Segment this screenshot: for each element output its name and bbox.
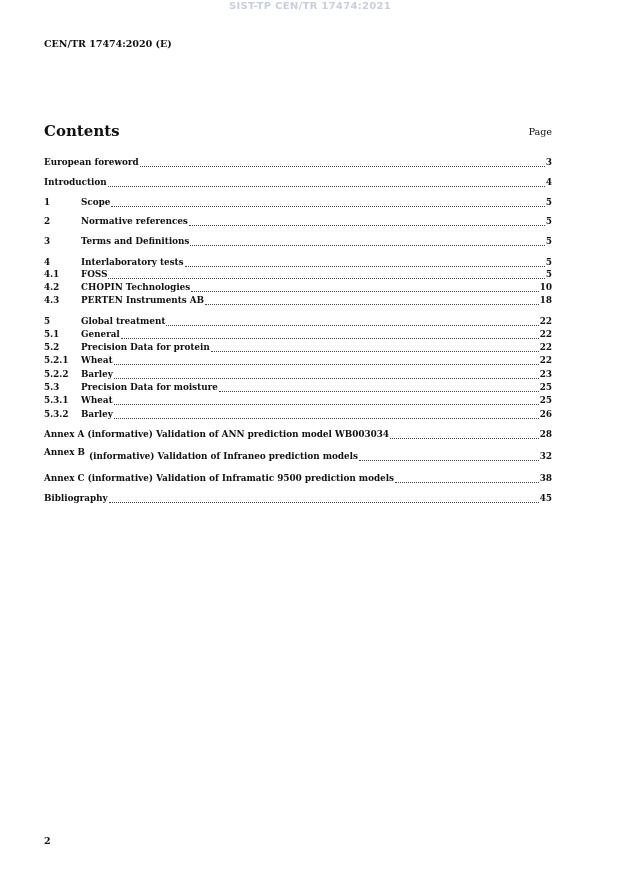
toc-entry-page: 45 [539, 494, 552, 504]
page-column-label: Page [528, 127, 552, 138]
toc-entry-foss[interactable] [44, 269, 552, 281]
toc-entry-precision-data-protein[interactable] [44, 342, 552, 354]
toc-leader [108, 278, 544, 279]
toc-leader [219, 391, 539, 392]
toc-entry-page: 18 [539, 296, 552, 306]
toc-entry-interlaboratory-tests[interactable] [44, 257, 552, 269]
toc-leader [191, 291, 539, 292]
toc-entry-number: 1 [44, 198, 51, 208]
toc-entry-number: 5.2.2 [44, 370, 69, 380]
toc-entry-number: 4 [44, 258, 51, 268]
toc-entry-number: 4.1 [44, 270, 60, 280]
toc-entry-title: Interlaboratory tests [81, 258, 184, 268]
toc-entry-introduction[interactable] [44, 177, 552, 189]
document-id: CEN/TR 17474:2020 (E) [44, 39, 172, 50]
toc-entry-annex-c[interactable] [44, 473, 552, 485]
toc-entry-number: 4.3 [44, 296, 60, 306]
toc-entry-moisture-wheat[interactable] [44, 395, 552, 407]
toc-leader [189, 225, 545, 226]
toc-entry-protein-wheat[interactable] [44, 355, 552, 367]
toc-entry-title-prefix: Annex B [44, 448, 85, 458]
toc-entry-page: 4 [545, 178, 552, 188]
toc-entry-page: 28 [539, 430, 552, 440]
toc-entry-title: Annex C (informative) Validation of Inframatic 9500 prediction models [44, 474, 395, 484]
toc-leader [395, 482, 539, 483]
toc-entry-page: 5 [545, 258, 552, 268]
toc-leader [185, 266, 545, 267]
toc-entry-number: 5.2.1 [44, 356, 69, 366]
toc-entry-title: Barley [81, 370, 113, 380]
toc-entry-page: 3 [545, 158, 552, 168]
toc-entry-page: 5 [545, 237, 552, 247]
toc-entry-title: FOSS [81, 270, 108, 280]
toc-entry-page: 5 [545, 217, 552, 227]
toc-leader [114, 404, 539, 405]
toc-leader [111, 206, 545, 207]
toc-entry-protein-barley[interactable] [44, 369, 552, 381]
toc-entry-terms-and-definitions[interactable] [44, 236, 552, 248]
toc-entry-page: 5 [545, 198, 552, 208]
toc-entry-number: 3 [44, 237, 51, 247]
toc-leader [114, 418, 539, 419]
toc-entry-bibliography[interactable] [44, 493, 552, 505]
toc-entry-title: Normative references [81, 217, 188, 227]
toc-leader [121, 338, 539, 339]
toc-entry-european-foreword[interactable] [44, 157, 552, 169]
toc-leader [205, 304, 539, 305]
toc-entry-number: 5 [44, 317, 51, 327]
toc-leader [114, 378, 539, 379]
toc-entry-precision-data-moisture[interactable] [44, 382, 552, 394]
toc-entry-page: 22 [539, 330, 552, 340]
toc-entry-page: 32 [539, 452, 552, 462]
toc-entry-global-treatment[interactable] [44, 316, 552, 328]
toc-leader [114, 364, 539, 365]
toc-entry-title: Terms and Definitions [81, 237, 190, 247]
toc-entry-page: 10 [539, 283, 552, 293]
toc-entry-page: 38 [539, 474, 552, 484]
toc-entry-chopin-technologies[interactable] [44, 282, 552, 294]
toc-entry-title: Scope [81, 198, 111, 208]
toc-entry-number: 5.3 [44, 383, 60, 393]
watermark: SIST-TP CEN/TR 17474:2021 [228, 1, 392, 12]
toc-entry-page: 26 [539, 410, 552, 420]
toc-entry-title: Annex A (informative) Validation of ANN prediction model WB003034 [44, 430, 389, 440]
toc-entry-page: 25 [539, 396, 552, 406]
toc-entry-page: 5 [545, 270, 552, 280]
toc-entry-title: Wheat [81, 356, 113, 366]
toc-leader [190, 245, 544, 246]
toc-entry-number: 4.2 [44, 283, 60, 293]
toc-entry-title: General [81, 330, 120, 340]
toc-leader [211, 351, 539, 352]
toc-entry-title: Global treatment [81, 317, 166, 327]
toc-entry-number: 5.2 [44, 343, 60, 353]
toc-entry-number: 5.3.1 [44, 396, 69, 406]
toc-entry-moisture-barley[interactable] [44, 409, 552, 421]
toc-entry-title: CHOPIN Technologies [81, 283, 191, 293]
toc-entry-number: 5.3.2 [44, 410, 69, 420]
toc-entry-normative-references[interactable] [44, 216, 552, 228]
toc-entry-title: Wheat [81, 396, 113, 406]
toc-entry-page: 22 [539, 343, 552, 353]
toc-entry-annex-a[interactable] [44, 429, 552, 441]
toc-leader [108, 186, 545, 187]
toc-entry-perten-instruments[interactable] [44, 295, 552, 307]
toc-leader [390, 438, 539, 439]
toc-entry-page: 25 [539, 383, 552, 393]
toc-entry-number: 2 [44, 217, 51, 227]
toc-leader [140, 166, 545, 167]
toc-entry-page: 22 [539, 317, 552, 327]
toc-entry-title: European foreword [44, 158, 139, 168]
contents-title: Contents [44, 122, 120, 140]
toc-leader [109, 502, 539, 503]
toc-entry-annex-b[interactable] [44, 448, 552, 463]
toc-entry-page: 22 [539, 356, 552, 366]
toc-entry-title: Bibliography [44, 494, 108, 504]
toc-leader [359, 460, 539, 461]
toc-entry-title: Barley [81, 410, 113, 420]
toc-entry-page: 23 [539, 370, 552, 380]
toc-leader [166, 325, 538, 326]
toc-entry-number: 5.1 [44, 330, 60, 340]
toc-entry-title: PERTEN Instruments AB [81, 296, 205, 306]
toc-entry-title: Precision Data for moisture [81, 383, 218, 393]
footer-page-number: 2 [44, 836, 51, 847]
toc-entry-title: Introduction [44, 178, 107, 188]
toc-entry-scope[interactable] [44, 197, 552, 209]
toc-entry-title: (informative) Validation of Infraneo prediction models [88, 452, 358, 462]
toc-entry-title: Precision Data for protein [81, 343, 210, 353]
toc-entry-general[interactable] [44, 329, 552, 341]
